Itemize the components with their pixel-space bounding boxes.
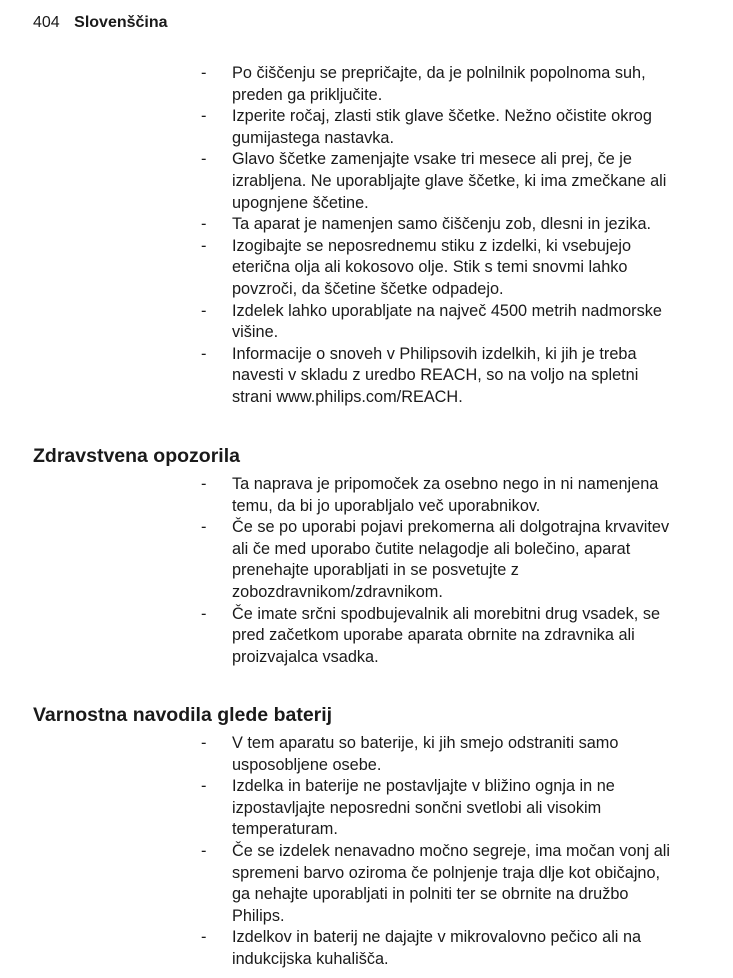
list-item-text: Po čiščenju se prepričajte, da je polnilnik popolnoma suh, preden ga priključite. — [232, 64, 646, 104]
list-item — [201, 517, 681, 603]
list-item — [201, 149, 681, 214]
page-header — [33, 12, 168, 34]
list-item-text: Ta naprava je pripomoček za osebno nego in ni namenjena temu, da bi jo uporabljalo več uporabnikov. — [232, 475, 659, 515]
list-marker: - — [201, 236, 207, 255]
list-item-text: Izdelka in baterije ne postavljajte v bližino ognja in ne izpostavljajte neposredni sončni svetlobi ali visokim temperaturam. — [232, 777, 615, 839]
list-marker: - — [201, 64, 207, 82]
list-marker: - — [201, 150, 207, 169]
list-item-text: Če se po uporabi pojavi prekomerna ali dolgotrajna krvavitev ali če med uporabo čutite nelagodje ali bolečino, aparat prenehajte uporabljati in se posvetujte z zobozdravnikom/zdravnikom. — [232, 518, 670, 601]
list-marker: - — [201, 475, 207, 493]
health-warnings-list — [201, 474, 681, 668]
list-item-text: Informacije o snoveh v Philipsovih izdelkih, ki jih je treba navesti v skladu z uredbo REACH, so na voljo na spletni strani www.philips.com/REACH. — [232, 344, 639, 406]
list-item-text: Izdelkov in baterij ne dajajte v mikrovalovno pečico ali na indukcijska kuhališča. — [232, 928, 642, 968]
list-item — [201, 236, 681, 301]
page-language: Slovenščina — [74, 14, 168, 31]
list-marker: - — [201, 518, 207, 537]
list-item-text: Izdelek lahko uporabljate na največ 4500 metrih nadmorske višine. — [232, 301, 662, 342]
list-item — [201, 63, 681, 106]
list-item-text: Ta aparat je namenjen samo čiščenju zob, dlesni in jezika. — [232, 215, 652, 234]
list-marker: - — [201, 604, 207, 623]
list-item-text: Izperite ročaj, zlasti stik glave ščetke. Nežno očistite okrog gumijastega nastavka. — [232, 107, 652, 147]
list-marker: - — [201, 107, 207, 126]
list-marker: - — [201, 215, 207, 234]
list-item — [201, 776, 681, 841]
list-item-text: Če se izdelek nenavadno močno segreje, ima močan vonj ali spremeni barvo oziroma če polnjenje traja dlje kot običajno, ga nehajte uporabljati in polniti ter se obrnite na družbo Philips. — [232, 841, 671, 925]
list-marker: - — [201, 344, 207, 363]
battery-safety-heading: Varnostna navodila glede baterij — [33, 704, 333, 726]
list-item — [201, 841, 681, 927]
list-marker: - — [201, 777, 207, 796]
list-item — [201, 474, 681, 517]
list-item-text: Če imate srčni spodbujevalnik ali morebitni drug vsadek, se pred začetkom uporabe aparata obrnite na zdravnika ali proizvajalca vsadka. — [232, 604, 661, 666]
page-number: 404 — [33, 14, 60, 31]
list-item — [201, 927, 681, 970]
list-item-text: Izogibajte se neposrednemu stiku z izdelki, ki vsebujejo eterična olja ali kokosovo olje. Stik s temi snovmi lahko povzroči, da ščetine ščetke odpadejo. — [232, 236, 632, 298]
health-warnings-heading: Zdravstvena opozorila — [33, 445, 240, 467]
list-item — [201, 733, 681, 776]
list-item — [201, 344, 681, 409]
list-item — [201, 604, 681, 669]
battery-safety-list — [201, 733, 681, 971]
list-item — [201, 214, 681, 236]
list-marker: - — [201, 841, 207, 860]
list-item — [201, 106, 681, 149]
list-marker: - — [201, 928, 207, 947]
list-marker: - — [201, 734, 207, 752]
intro-bullet-list — [201, 63, 681, 409]
list-item-text: V tem aparatu so baterije, ki jih smejo odstraniti samo usposobljene osebe. — [232, 734, 619, 774]
list-item — [201, 301, 681, 344]
list-marker: - — [201, 301, 207, 320]
list-item-text: Glavo ščetke zamenjajte vsake tri mesece ali prej, če je izrabljena. Ne uporabljajte glave ščetke, ki ima zmečkane ali upognjene ščetine. — [232, 150, 667, 212]
